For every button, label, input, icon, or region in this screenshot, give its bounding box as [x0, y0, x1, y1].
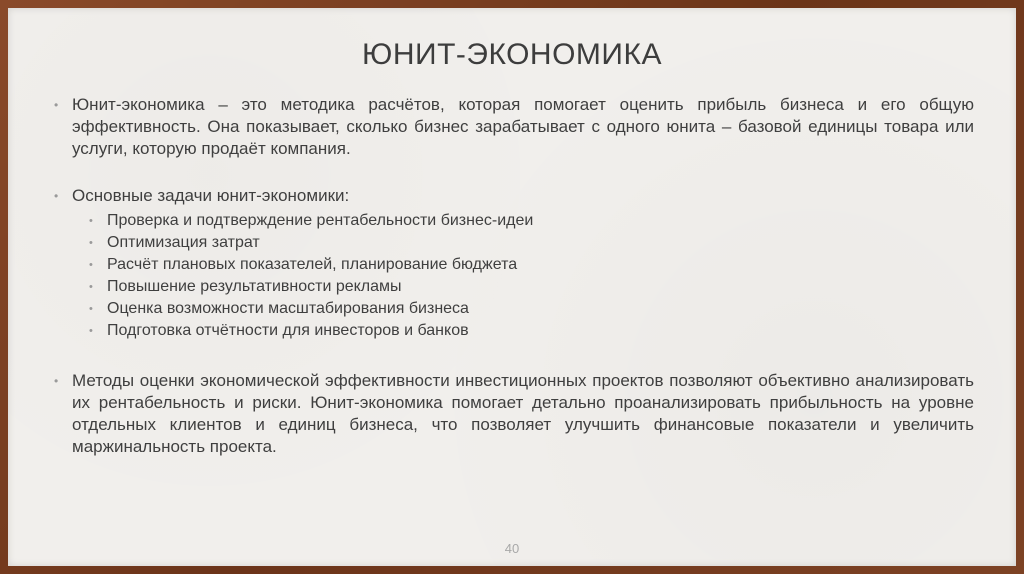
list-item	[89, 298, 974, 320]
bullet-icon: •	[89, 259, 93, 271]
list-item	[89, 210, 974, 232]
list-item	[89, 232, 974, 254]
bullet-icon: •	[54, 98, 59, 112]
bullet-icon: •	[89, 325, 93, 337]
paragraph-tasks-heading	[54, 185, 974, 207]
slide-title: ЮНИТ-ЭКОНОМИКА	[362, 38, 662, 71]
list-item-text: Расчёт плановых показателей, планирование бюджета	[107, 256, 518, 273]
paragraph-methods	[54, 370, 974, 458]
paragraph-text: Юнит-экономика – это методика расчётов, которая помогает оценить прибыль бизнеса и его общую эффективность. Она показывает, сколько бизнес зарабатывает с одного юнита – базовой единицы товара или услуги, которую продаёт компания.	[72, 95, 974, 158]
bullet-icon: •	[89, 237, 93, 249]
slide	[8, 8, 1016, 566]
bullet-icon: •	[89, 215, 93, 227]
list-item-text: Оптимизация затрат	[107, 234, 260, 251]
paragraph-text: Методы оценки экономической эффективности инвестиционных проектов позволяют объективно анализировать их рентабельность и риски. Юнит-экономика помогает детально проанализировать прибыльность на уровне отдельных клиентов и единиц бизнеса, что позволяет улучшить финансовые показатели и увеличить маржинальность проекта.	[72, 371, 974, 456]
list-item-text: Подготовка отчётности для инвесторов и банков	[107, 322, 469, 339]
bullet-icon: •	[54, 374, 59, 388]
list-item-text: Повышение результативности рекламы	[107, 278, 402, 295]
list-item	[89, 320, 974, 342]
tasks-list	[54, 210, 974, 342]
bullet-icon: •	[89, 303, 93, 315]
bullet-icon: •	[89, 281, 93, 293]
bullet-icon: •	[54, 189, 59, 203]
list-item	[89, 254, 974, 276]
list-item-text: Проверка и подтверждение рентабельности бизнес-идеи	[107, 212, 534, 229]
page-number: 40	[504, 541, 520, 556]
slide-content	[54, 94, 974, 458]
list-item	[89, 276, 974, 298]
paragraph-definition	[54, 94, 974, 160]
paragraph-text: Основные задачи юнит-экономики:	[72, 186, 350, 205]
list-item-text: Оценка возможности масштабирования бизнеса	[107, 300, 469, 317]
